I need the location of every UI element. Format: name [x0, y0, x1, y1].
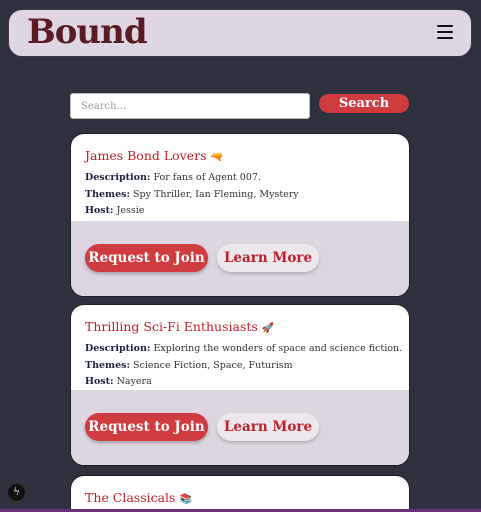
club-card-actions — [71, 221, 409, 296]
rocket-icon: 🚀 — [261, 323, 275, 334]
club-card — [70, 133, 410, 297]
search-button[interactable]: Search — [319, 94, 409, 113]
top-nav-bar — [8, 9, 472, 57]
club-host: Host: Nayera — [85, 376, 152, 387]
lightning-bolt-icon[interactable]: ϟ — [8, 484, 25, 501]
club-host: Host: Jessie — [85, 205, 145, 216]
club-title-text: James Bond Lovers — [85, 148, 207, 163]
learn-more-button[interactable]: Learn More — [217, 413, 319, 441]
club-title[interactable] — [85, 319, 395, 334]
club-description: Description: Exploring the wonders of space and science fiction. — [85, 343, 403, 354]
club-themes: Themes: Science Fiction, Space, Futurism — [85, 359, 293, 371]
club-title[interactable] — [85, 148, 395, 163]
club-card-actions — [71, 390, 409, 465]
learn-more-button[interactable]: Learn More — [217, 244, 319, 272]
club-card — [70, 475, 410, 512]
club-title-text: Thrilling Sci-Fi Enthusiasts — [85, 319, 258, 334]
club-card — [70, 304, 410, 466]
books-icon: 📚 — [179, 494, 192, 505]
search-input[interactable] — [70, 93, 310, 119]
club-description: Description: For fans of Agent 007. — [85, 172, 261, 183]
request-to-join-button[interactable]: Request to Join — [85, 244, 208, 272]
hamburger-menu-icon[interactable] — [437, 25, 453, 39]
club-title[interactable] — [85, 490, 395, 505]
water-gun-icon: 🔫 — [210, 152, 223, 163]
club-title-text: The Classicals — [85, 490, 176, 505]
request-to-join-button[interactable]: Request to Join — [85, 413, 208, 441]
app-logo[interactable]: Bound — [27, 12, 147, 52]
club-themes: Themes: Spy Thriller, Ian Fleming, Mystery — [85, 188, 299, 200]
